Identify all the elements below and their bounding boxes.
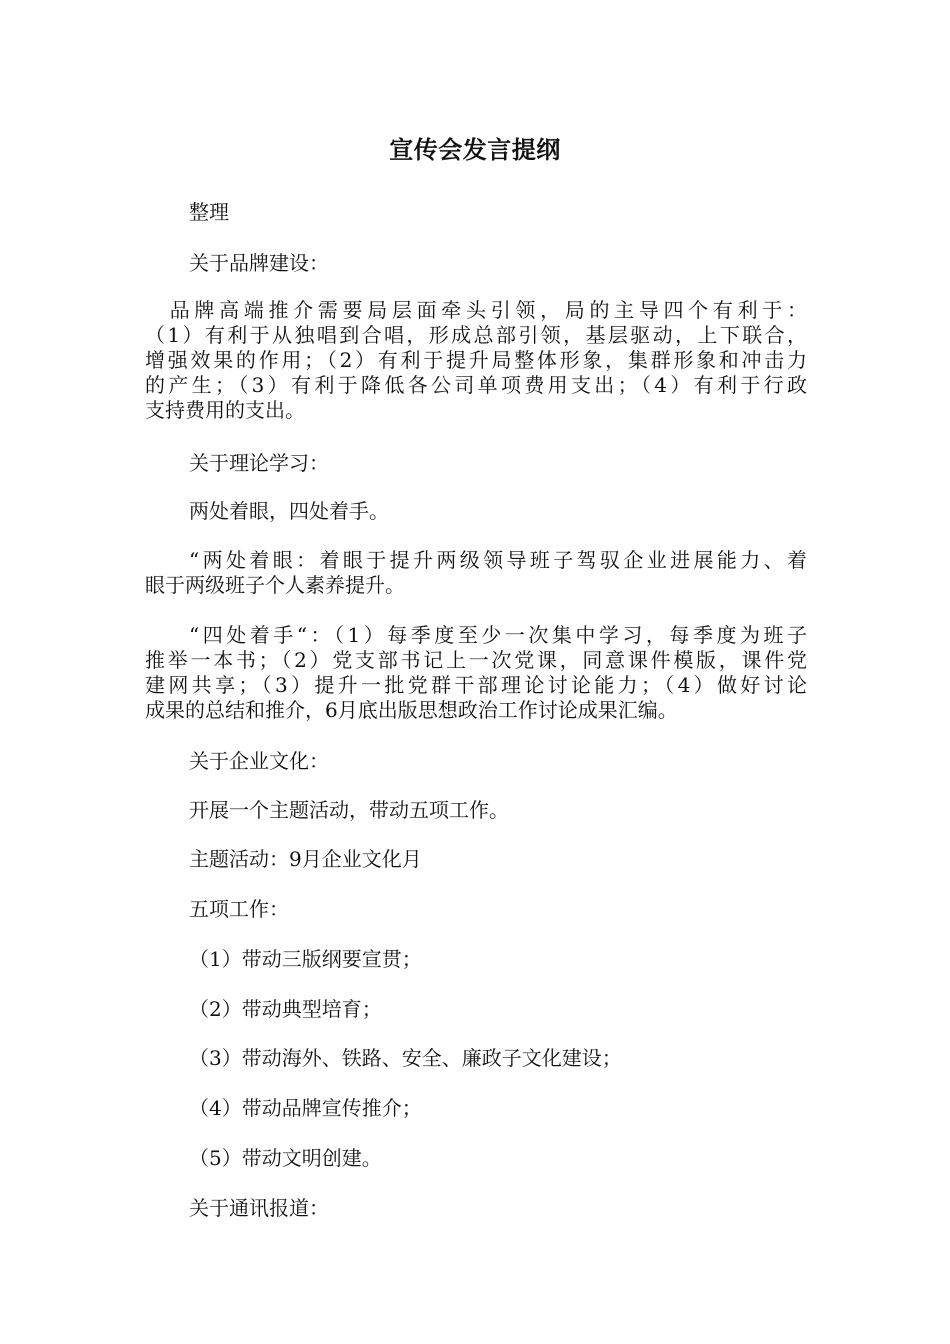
paragraph-line: 增强效果的作用；（2）有利于提升局整体形象，集群形象和冲击力	[145, 348, 807, 372]
section-heading-theory: 关于理论学习：	[189, 451, 329, 475]
paragraph-line: 的产生；（3）有利于降低各公司单项费用支出；（4）有利于行政	[145, 373, 807, 397]
section-heading-brand: 关于品牌建设：	[189, 251, 329, 275]
paragraph-line: 推举一本书；（2）党支部书记上一次党课，同意课件模版，课件党	[145, 648, 807, 672]
paragraph-line: 品牌高端推介需要局层面牵头引领，局的主导四个有利于：	[145, 298, 807, 322]
paragraph-brand	[145, 298, 807, 423]
section-heading-culture: 关于企业文化：	[189, 749, 329, 773]
paragraph-line: 成果的总结和推介，6月底出版思想政治工作讨论成果汇编。	[145, 698, 678, 722]
author-line: 整理	[189, 200, 229, 224]
document-title: 宣传会发言提纲	[389, 136, 561, 164]
paragraph-theory-focus	[145, 548, 807, 598]
theme-activity: 主题活动：9月企业文化月	[189, 847, 422, 871]
culture-summary: 开展一个主题活动，带动五项工作。	[189, 798, 509, 822]
paragraph-line: （1）有利于从独唱到合唱，形成总部引领，基层驱动，上下联合，	[145, 323, 807, 347]
paragraph-line: 支持费用的支出。	[145, 398, 305, 422]
section-heading-news: 关于通讯报道：	[189, 1196, 329, 1220]
paragraph-line: 建网共享；（3）提升一批党群干部理论讨论能力；（4）做好讨论	[145, 673, 807, 697]
tasks-heading: 五项工作：	[189, 897, 289, 921]
task-item: （2）带动典型培育；	[189, 997, 382, 1021]
theory-summary: 两处着眼，四处着手。	[189, 499, 389, 523]
paragraph-line: “四处着手“：（1）每季度至少一次集中学习，每季度为班子	[189, 623, 807, 647]
paragraph-theory-actions	[145, 623, 807, 723]
task-item: （3）带动海外、铁路、安全、廉政子文化建设；	[189, 1046, 622, 1070]
task-item: （4）带动品牌宣传推介；	[189, 1096, 422, 1120]
task-item: （5）带动文明创建。	[189, 1146, 382, 1170]
task-item: （1）带动三版纲要宣贯；	[189, 947, 422, 971]
paragraph-line: “两处着眼：着眼于提升两级领导班子驾驭企业进展能力、着	[189, 548, 807, 572]
paragraph-line: 眼于两级班子个人素养提升。	[145, 573, 405, 597]
